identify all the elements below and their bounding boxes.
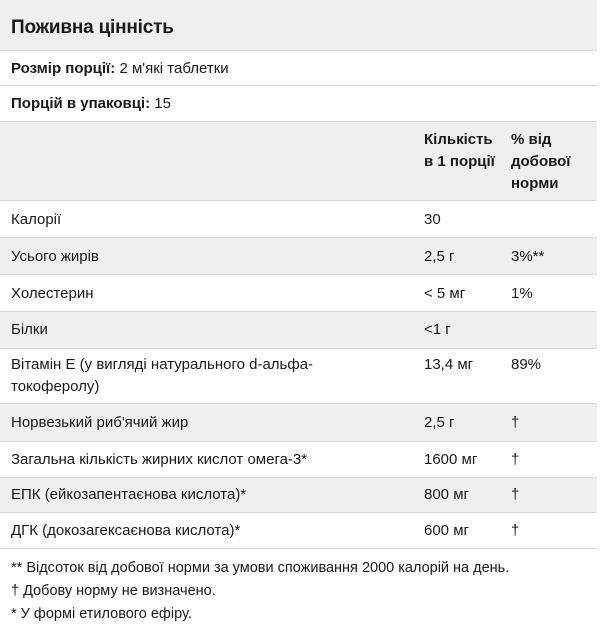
nutrient-name: Норвезький риб'ячий жир [11, 414, 189, 431]
nutrient-daily-value: 89% [511, 356, 542, 373]
footnote-ethyl-ester: * У формі етилового ефіру. [11, 606, 192, 622]
nutrient-daily-value: 3%** [511, 248, 545, 265]
servings-per-container-row [0, 86, 597, 122]
table-row [0, 349, 597, 404]
serving-size-value: 2 м'які таблетки [119, 60, 229, 77]
nutrient-name: Калорії [11, 211, 62, 228]
table-row [0, 404, 597, 442]
daily-value-column-header: % від добової норми [511, 131, 571, 192]
nutrient-name: Білки [11, 321, 48, 338]
nutrient-amount: 2,5 г [424, 414, 455, 431]
table-row [0, 312, 597, 349]
nutrient-amount: <1 г [424, 321, 451, 338]
panel-title: Поживна цінність [11, 17, 174, 38]
table-row [0, 478, 597, 513]
servings-per-container-value: 15 [154, 95, 171, 112]
nutrient-daily-value: † [511, 414, 520, 431]
nutrient-amount: 800 мг [424, 486, 469, 503]
nutrient-name: ДГК (докозагексаєнова кислота)* [11, 522, 241, 539]
nutrient-amount: 13,4 мг [424, 356, 474, 373]
nutrient-name: Усього жирів [11, 248, 99, 265]
nutrient-amount: 30 [424, 211, 441, 228]
table-header-row [0, 122, 597, 201]
nutrient-name: ЕПК (ейкозапентаєнова кислота)* [11, 486, 247, 503]
nutrient-amount: 2,5 г [424, 248, 455, 265]
servings-per-container-label: Порцій в упаковці: [11, 95, 151, 112]
nutrient-daily-value: † [511, 486, 520, 503]
nutrient-daily-value: † [511, 451, 520, 468]
nutrient-daily-value: 1% [511, 285, 533, 302]
footnote-not-established: † Добову норму не визначено. [11, 583, 216, 599]
table-row [0, 513, 597, 549]
amount-column-header: Кількість в 1 порції [424, 131, 495, 170]
table-row [0, 238, 597, 275]
nutrient-amount: < 5 мг [424, 285, 466, 302]
nutrient-amount: 600 мг [424, 522, 469, 539]
nutrient-amount: 1600 мг [424, 451, 478, 468]
nutrient-daily-value: † [511, 522, 520, 539]
serving-size-label: Розмір порції: [11, 60, 116, 77]
table-row [0, 201, 597, 238]
table-row [0, 442, 597, 478]
title-bar [0, 0, 597, 51]
nutrient-name: Холестерин [11, 285, 94, 302]
nutrient-name: Загальна кількість жирних кислот омега-3* [11, 451, 308, 468]
nutrient-name: Вітамін Е (у вигляді натурального d-альфа- токоферолу) [11, 356, 314, 395]
serving-size-row [0, 50, 597, 86]
footnote-daily-value: ** Відсоток від добової норми за умови споживання 2000 калорій на день. [11, 560, 510, 576]
table-row [0, 275, 597, 312]
